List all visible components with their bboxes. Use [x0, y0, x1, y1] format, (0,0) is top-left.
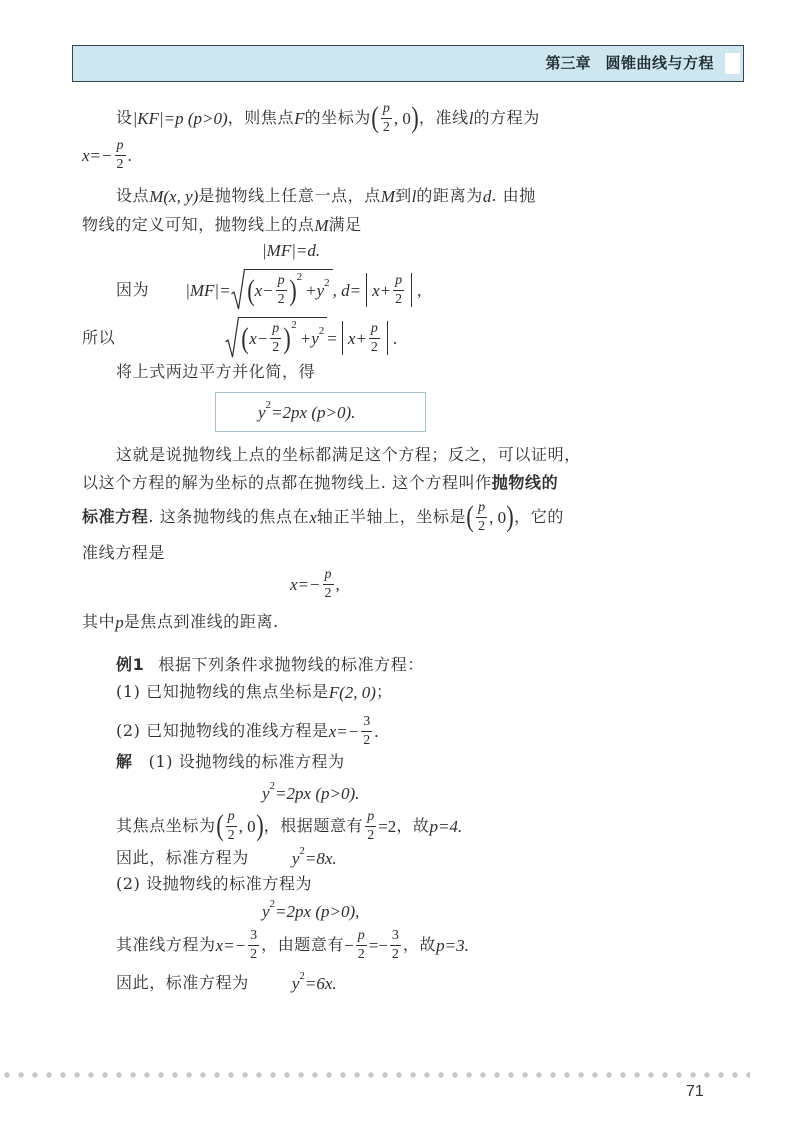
text-run: 设点 [116, 186, 150, 205]
numerator: p [227, 808, 235, 824]
paragraph-3-line-1 [116, 443, 581, 467]
exponent: 2 [299, 969, 305, 982]
fraction [393, 274, 404, 307]
solution-2-equation [262, 899, 359, 923]
text-run: 轴正半轴上，坐标是 [316, 507, 467, 526]
text-run: 其准线方程为 [116, 935, 216, 954]
left-paren: ( [466, 500, 474, 533]
square-root [231, 269, 333, 311]
text-run: ； [375, 682, 393, 701]
math-run: =2px (p>0). [271, 402, 356, 422]
page-number: 71 [686, 1083, 704, 1100]
punctuation: , [335, 574, 340, 594]
fraction [369, 322, 380, 355]
radical-stroke [226, 318, 240, 357]
denominator: 2 [357, 946, 365, 962]
math-run: |MF|= [185, 280, 231, 300]
chapter-header-bar [72, 45, 744, 82]
math-run: , 0 [489, 507, 507, 527]
right-paren: ) [283, 321, 291, 355]
paragraph-3-line-3 [82, 497, 564, 537]
radical-sign-icon [225, 317, 239, 359]
chapter-number: 第三章 [545, 54, 591, 72]
paragraph-2-line-1 [116, 184, 536, 208]
exponent: 2 [269, 897, 276, 910]
right-paren: ) [255, 809, 264, 842]
radicand [245, 269, 333, 311]
therefore-equation-line [82, 314, 397, 362]
footer-dotted-rule [0, 1071, 750, 1079]
math-run: , d= [332, 280, 362, 300]
text-run: (1) 已知抛物线的焦点坐标是 [116, 682, 329, 701]
math-run: p=4. [429, 816, 463, 836]
math-var: l [468, 108, 474, 128]
example-1-part-1 [116, 680, 393, 704]
solution-title [116, 750, 345, 774]
boxed-standard-equation [258, 400, 355, 424]
paragraph-2-line-2 [82, 213, 362, 237]
numerator: p [478, 499, 486, 515]
math-run: x=− [290, 574, 321, 594]
math-run: , 0 [393, 108, 411, 128]
text-run: . 由抛 [491, 186, 536, 205]
text-run: (1) 设抛物线的标准方程为 [148, 752, 345, 771]
paragraph-3-line-4 [82, 541, 165, 565]
fraction [323, 568, 334, 601]
exponent: 2 [324, 277, 330, 289]
paragraph-3-line-2 [82, 471, 558, 495]
left-paren: ( [241, 321, 249, 355]
radical-sign-icon [231, 269, 245, 311]
text-run: 将上式两边平方并化简，得 [116, 362, 316, 381]
chapter-title: 圆锥曲线与方程 [605, 54, 714, 72]
math-run: =2px (p>0), [275, 901, 360, 921]
text-run: ，准线 [418, 108, 469, 127]
text-run: 准线方程是 [82, 543, 166, 562]
denominator: 2 [391, 946, 399, 962]
solution-2-directrix-line [116, 925, 469, 965]
abs-bar-right [411, 273, 412, 307]
solution-label: 解 [116, 752, 133, 771]
text-run: 其焦点坐标为 [116, 816, 216, 835]
math-run: x=− [328, 721, 360, 741]
solution-1-equation [262, 781, 359, 805]
text-run: (2) 设抛物线的标准方程为 [116, 874, 313, 893]
centered-equation-mf-d [262, 238, 320, 262]
therefore-label: 所以 [82, 328, 116, 347]
numerator: p [116, 137, 124, 153]
right-paren: ) [288, 273, 297, 307]
fraction [270, 322, 281, 355]
exponent: 2 [299, 844, 305, 857]
text-run: . 这条抛物线的焦点在 [148, 507, 310, 526]
denominator: 2 [395, 291, 403, 307]
because-label: 因为 [116, 280, 150, 299]
left-paren: ( [371, 101, 379, 134]
exponent: 2 [296, 271, 303, 283]
text-run: 是抛物线上任意一点，点 [198, 186, 381, 205]
math-run: , 0 [238, 816, 256, 836]
math-run: +y [305, 281, 325, 300]
math-run: x=− [82, 145, 113, 165]
exponent: 2 [269, 779, 276, 792]
numerator: p [370, 320, 378, 336]
math-run: =8x. [304, 848, 337, 868]
numerator: p [382, 100, 390, 116]
solution-2-result [116, 971, 337, 995]
text-run: (2) 已知抛物线的准线方程是 [116, 721, 329, 740]
numerator: p [395, 272, 403, 288]
math-run: x+ [372, 280, 392, 300]
text-run: 的方程为 [473, 108, 540, 127]
numerator: 3 [363, 713, 371, 729]
math-run: =2px (p>0). [275, 783, 360, 803]
math-run: =2 [378, 816, 397, 836]
math-var: y [291, 973, 300, 993]
right-paren: ) [411, 101, 419, 134]
math-var: y [262, 901, 270, 921]
abs-bar-left [366, 273, 367, 307]
math-run: p=3. [436, 935, 469, 955]
math-run: M(x, y) [149, 186, 199, 206]
text-run: 的距离为 [416, 186, 483, 205]
math-run: x=− [215, 935, 247, 955]
abs-bar-left [342, 321, 343, 355]
text-run: 因此，标准方程为 [116, 848, 249, 867]
solution-2-title [116, 872, 312, 896]
fraction [381, 102, 392, 135]
radicand [239, 317, 327, 359]
text-run: 以这个方程的解为坐标的点都在抛物线上. 这个方程叫作 [82, 473, 492, 492]
text-run: 到 [395, 186, 412, 205]
math-var: x [309, 507, 317, 527]
text-run: 因此，标准方程为 [116, 973, 249, 992]
abs-bar-right [387, 321, 388, 355]
denominator: 2 [367, 827, 375, 843]
paragraph-3-line-5 [82, 610, 279, 634]
denominator: 2 [478, 518, 486, 534]
math-var: l [411, 186, 417, 206]
example-1-title [116, 653, 424, 677]
because-equation-line [116, 266, 421, 314]
denominator: 2 [250, 946, 258, 962]
math-run: x+ [347, 328, 367, 348]
fraction [356, 929, 367, 962]
denominator: 2 [382, 119, 390, 135]
text-run: ，由题意有 [261, 935, 345, 954]
math-var: p [115, 612, 124, 632]
numerator: 3 [250, 927, 258, 943]
fraction [390, 929, 401, 962]
math-run: |MF|=d. [262, 240, 321, 260]
math-var: F [294, 108, 305, 128]
fraction [226, 810, 237, 843]
text-run: 其中 [82, 612, 116, 631]
punctuation: . [374, 721, 379, 741]
numerator: p [324, 566, 332, 582]
numerator: p [357, 927, 365, 943]
math-run: +y [299, 329, 319, 348]
text-run: ，故 [402, 935, 437, 954]
simplify-line [116, 360, 315, 384]
fraction [276, 274, 287, 307]
fraction [248, 929, 259, 962]
text-run: ，故 [396, 816, 430, 835]
numerator: 3 [391, 927, 399, 943]
text-run: 这就是说抛物线上点的坐标都满足这个方程；反之，可以证明， [116, 445, 581, 464]
denominator: 2 [277, 292, 285, 307]
text-run: 物线的定义可知，抛物线上的点 [82, 215, 315, 234]
directrix-equation-line [82, 135, 132, 175]
math-run: =− [368, 935, 388, 955]
text-run: ，它的 [514, 507, 564, 526]
exponent: 2 [265, 398, 272, 411]
text-run: ，则焦点 [227, 108, 295, 127]
numerator: p [367, 808, 375, 824]
math-var: M [314, 215, 329, 235]
bold-term: 抛物线的 [491, 473, 559, 492]
solution-1-focus-line [116, 806, 462, 846]
radical-stroke [231, 270, 245, 309]
text-run: ，根据题意有 [263, 816, 364, 835]
math-run: F(2, 0) [328, 682, 376, 702]
fraction [365, 810, 376, 843]
paragraph-1-line-1 [116, 98, 540, 138]
punctuation: . [392, 328, 398, 348]
minus-sign: − [344, 935, 354, 955]
text-run: 是焦点到准线的距离. [123, 612, 279, 631]
math-var: d [482, 186, 492, 206]
header-corner-square [725, 53, 740, 74]
math-run: x− [254, 281, 274, 300]
denominator: 2 [116, 156, 124, 172]
math-run: =6x. [304, 973, 337, 993]
example-label: 例1 [116, 655, 145, 674]
math-var: y [258, 402, 266, 422]
math-run: |KF|=p (p>0) [132, 108, 228, 128]
text-run: 满足 [328, 215, 362, 234]
denominator: 2 [227, 827, 235, 843]
solution-1-result [116, 846, 337, 870]
exponent: 2 [318, 325, 325, 337]
text-run: 的坐标为 [304, 108, 371, 127]
equals-sign: = [327, 328, 337, 348]
text-run: 设 [116, 108, 133, 127]
text-run: 根据下列条件求抛物线的标准方程： [158, 655, 424, 674]
denominator: 2 [370, 339, 378, 355]
example-1-part-2 [116, 711, 379, 751]
left-paren: ( [215, 809, 224, 842]
square-root [225, 317, 327, 359]
numerator: p [277, 273, 285, 288]
fraction [115, 139, 126, 172]
punctuation: , [417, 280, 422, 300]
bold-term: 标准方程 [82, 507, 149, 526]
fraction [361, 715, 372, 748]
math-run: x− [249, 329, 269, 348]
centered-directrix-equation [290, 564, 340, 604]
math-var: M [380, 186, 396, 206]
numerator: p [272, 321, 280, 336]
punctuation: . [127, 145, 132, 165]
denominator: 2 [272, 340, 280, 355]
denominator: 2 [363, 732, 371, 748]
denominator: 2 [324, 585, 332, 601]
left-paren: ( [246, 273, 255, 307]
math-var: y [262, 783, 270, 803]
exponent: 2 [291, 319, 297, 331]
right-paren: ) [506, 500, 514, 533]
fraction [476, 501, 487, 534]
math-var: y [291, 848, 300, 868]
